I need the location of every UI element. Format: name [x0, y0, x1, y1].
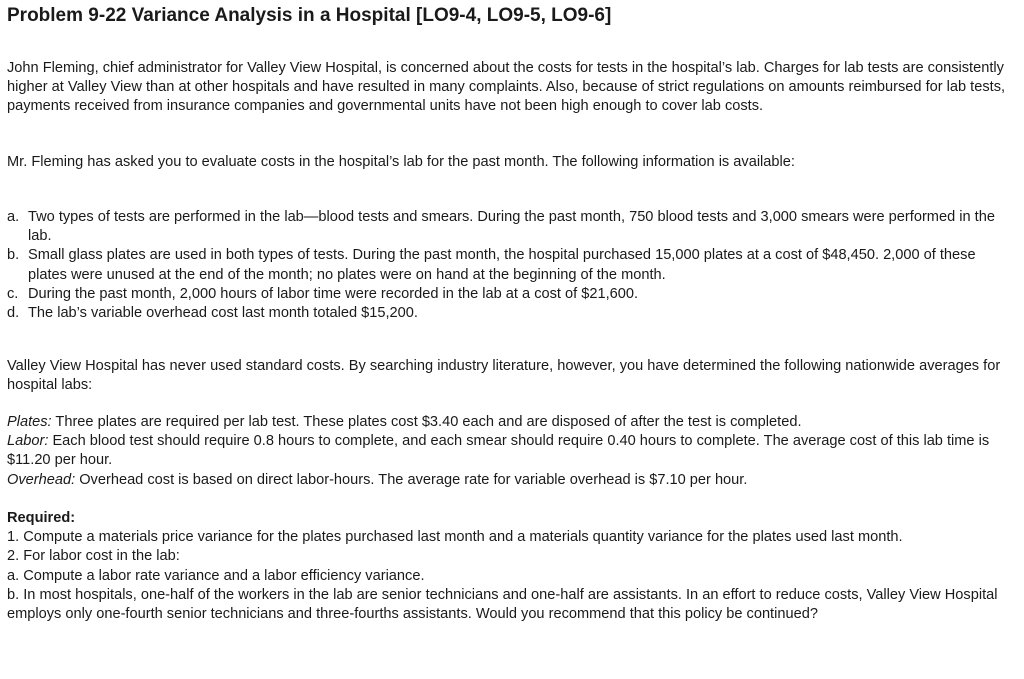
standard-overhead — [7, 471, 1007, 490]
required-item: 1. Compute a materials price variance for the plates purchased last month and a materials quantity variance for the plates used last month. — [7, 529, 903, 546]
standard-label: Labor: — [7, 433, 49, 450]
required-section — [7, 509, 1007, 624]
standard-label: Plates: — [7, 414, 52, 430]
standard-labor — [7, 432, 1007, 470]
standard-text: Three plates are required per lab test. These plates cost $3.40 each and are disposed of after the test is completed. — [51, 414, 802, 430]
list-marker: b. — [7, 247, 20, 264]
problem-title: Problem 9-22 Variance Analysis in a Hospital [LO9-4, LO9-5, LO9-6] — [7, 5, 612, 26]
standard-text: Overhead cost is based on direct labor-hours. The average rate for variable overhead is $7.10 per hour. — [75, 471, 748, 488]
standard-label: Overhead: — [7, 471, 76, 488]
request-paragraph: Mr. Fleming has asked you to evaluate costs in the hospital’s lab for the past month. The following information is available: — [7, 154, 795, 170]
required-heading: Required: — [7, 510, 76, 526]
standard-plates — [7, 413, 1007, 432]
standards-section — [7, 413, 1007, 490]
required-item: 2. For labor cost in the lab: — [7, 548, 180, 565]
list-marker: d. — [7, 305, 20, 322]
list-item — [7, 304, 1007, 323]
facts-list — [7, 208, 1007, 323]
list-item-text: Small glass plates are used in both types of tests. During the past month, the hospital purchased 15,000 plates at a cost of $48,450. 2,000 of these plates were unused at the end of the month; no plates were on hand at the beginning of the month. — [28, 247, 976, 283]
standards-intro-paragraph: Valley View Hospital has never used standard costs. By searching industry literature, however, you have determined the following nationwide averages for hospital labs: — [7, 358, 1001, 394]
standard-text: Each blood test should require 0.8 hours to complete, and each smear should require 0.40 hours to complete. The average cost of this lab time is $11.20 per hour. — [7, 433, 990, 469]
required-item: a. Compute a labor rate variance and a labor efficiency variance. — [7, 567, 425, 584]
intro-paragraph: John Fleming, chief administrator for Valley View Hospital, is concerned about the costs for tests in the hospital’s lab. Charges for lab tests are consistently higher at Valley View than at other hospitals and have resulted in many complaints. Also, because of strict regulations on amounts reimbursed for lab tests, payments received from insurance companies and governmental units have not been high enough to cover lab costs. — [7, 60, 1006, 115]
list-item-text: During the past month, 2,000 hours of labor time were recorded in the lab at a cost of $21,600. — [28, 285, 639, 302]
list-marker: c. — [7, 285, 19, 302]
required-item: b. In most hospitals, one-half of the workers in the lab are senior technicians and one-half are assistants. In an effort to reduce costs, Valley View Hospital employs only one-fourth senior technicians and three-fourths assistants. Would you recommend that this policy be continued? — [7, 586, 998, 623]
list-item — [7, 246, 1007, 284]
list-marker: a. — [7, 209, 20, 225]
list-item — [7, 285, 1007, 304]
list-item — [7, 208, 1007, 246]
list-item-text: Two types of tests are performed in the lab—blood tests and smears. During the past month, 750 blood tests and 3,000 smears were performed in the lab. — [28, 209, 995, 245]
list-item-text: The lab’s variable overhead cost last month totaled $15,200. — [28, 305, 418, 322]
